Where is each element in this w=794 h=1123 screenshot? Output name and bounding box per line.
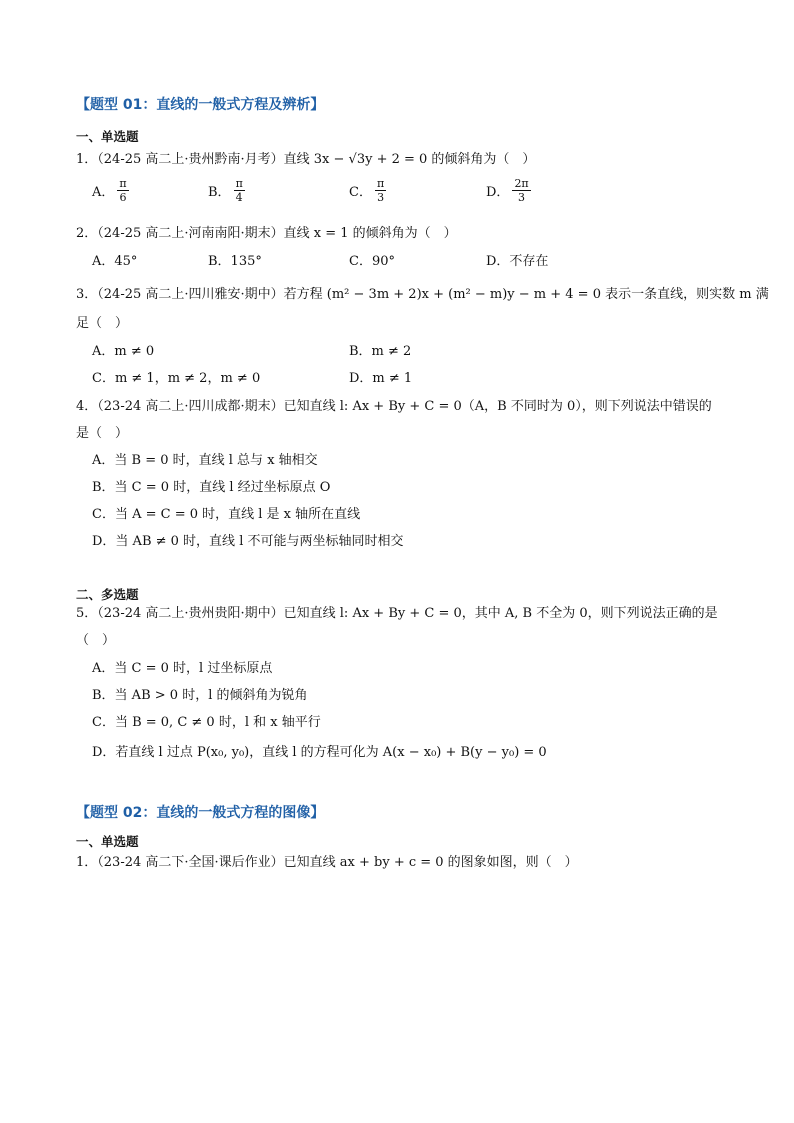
question-1-option-d — [486, 177, 534, 204]
subheading-single-choice-2: 一、单选题 — [76, 834, 139, 849]
question-3-stem: 3．（24-25 高二上·四川雅安·期中）若方程 (m² − 3m + 2)x + (m² − m)y − m + 4 = 0 表示一条直线，则实数 m 满 — [76, 287, 769, 302]
numerator: π — [235, 177, 243, 190]
question-4-option-a: A．当 B = 0 时，直线 l 总与 x 轴相交 — [92, 453, 318, 468]
question-1-option-a — [92, 177, 132, 204]
option-label: B． — [208, 185, 231, 200]
question-4-stem-cont: 是（ ） — [76, 426, 129, 441]
option-label: C． — [349, 185, 372, 200]
subheading-single-choice: 一、单选题 — [76, 129, 139, 144]
question-3-option-b: B．m ≠ 2 — [349, 344, 412, 359]
question-3-option-c: C．m ≠ 1，m ≠ 2，m ≠ 0 — [92, 371, 261, 386]
question-5-option-d: D．若直线 l 过点 P(x₀, y₀)，直线 l 的方程可化为 A(x − x₀) + B(y − y₀) = 0 — [92, 745, 547, 760]
option-label: A． — [92, 185, 115, 200]
denominator: 3 — [377, 191, 385, 204]
question-2-stem: 2．（24-25 高二上·河南南阳·期末）直线 x = 1 的倾斜角为（ ） — [76, 226, 457, 241]
section2-question-1-stem: 1．（23-24 高二下·全国·课后作业）已知直线 ax + by + c = 0 的图象如图，则（ ） — [76, 855, 578, 870]
question-5-option-b: B．当 AB > 0 时，l 的倾斜角为锐角 — [92, 688, 308, 703]
denominator: 4 — [235, 191, 243, 204]
numerator: 2π — [514, 177, 529, 190]
option-label: D． — [486, 185, 510, 200]
question-4-stem: 4．（23-24 高二上·四川成都·期末）已知直线 l: Ax + By + C = 0（A，B 不同时为 0），则下列说法中错误的 — [76, 399, 712, 414]
numerator: π — [119, 177, 127, 190]
question-5-stem: 5．（23-24 高二上·贵州贵阳·期中）已知直线 l: Ax + By + C = 0，其中 A, B 不全为 0，则下列说法正确的是 — [76, 606, 718, 621]
question-2-option-d: D．不存在 — [486, 254, 549, 269]
question-3-option-d: D．m ≠ 1 — [349, 371, 413, 386]
question-4-option-b: B．当 C = 0 时，直线 l 经过坐标原点 O — [92, 480, 331, 495]
question-1-stem: 1．（24-25 高二上·贵州黔南·月考）直线 3x − √3y + 2 = 0 的倾斜角为（ ） — [76, 152, 536, 167]
denominator: 6 — [119, 191, 127, 204]
question-3-stem-cont: 足（ ） — [76, 316, 129, 331]
fraction — [234, 177, 245, 204]
question-2-option-a: A．45° — [92, 254, 138, 269]
question-2-option-b: B．135° — [208, 254, 262, 269]
question-5-option-a: A．当 C = 0 时，l 过坐标原点 — [92, 661, 273, 676]
question-1-option-b — [208, 177, 248, 204]
question-4-option-d: D．当 AB ≠ 0 时，直线 l 不可能与两坐标轴同时相交 — [92, 534, 404, 549]
denominator: 3 — [518, 191, 526, 204]
fraction — [117, 177, 128, 204]
question-1-option-c — [349, 177, 389, 204]
section-heading-2: 【题型 02：直线的一般式方程的图像】 — [76, 805, 325, 821]
question-2-option-c: C．90° — [349, 254, 395, 269]
numerator: π — [376, 177, 385, 190]
question-5-stem-cont: （ ） — [76, 633, 116, 648]
question-5-option-c: C．当 B = 0, C ≠ 0 时，l 和 x 轴平行 — [92, 715, 321, 730]
fraction — [512, 177, 530, 204]
fraction — [375, 177, 386, 204]
question-3-option-a: A．m ≠ 0 — [92, 344, 155, 359]
subheading-multiple-choice: 二、多选题 — [76, 587, 139, 602]
section-heading-1: 【题型 01：直线的一般式方程及辨析】 — [76, 97, 325, 113]
question-4-option-c: C．当 A = C = 0 时，直线 l 是 x 轴所在直线 — [92, 507, 361, 522]
